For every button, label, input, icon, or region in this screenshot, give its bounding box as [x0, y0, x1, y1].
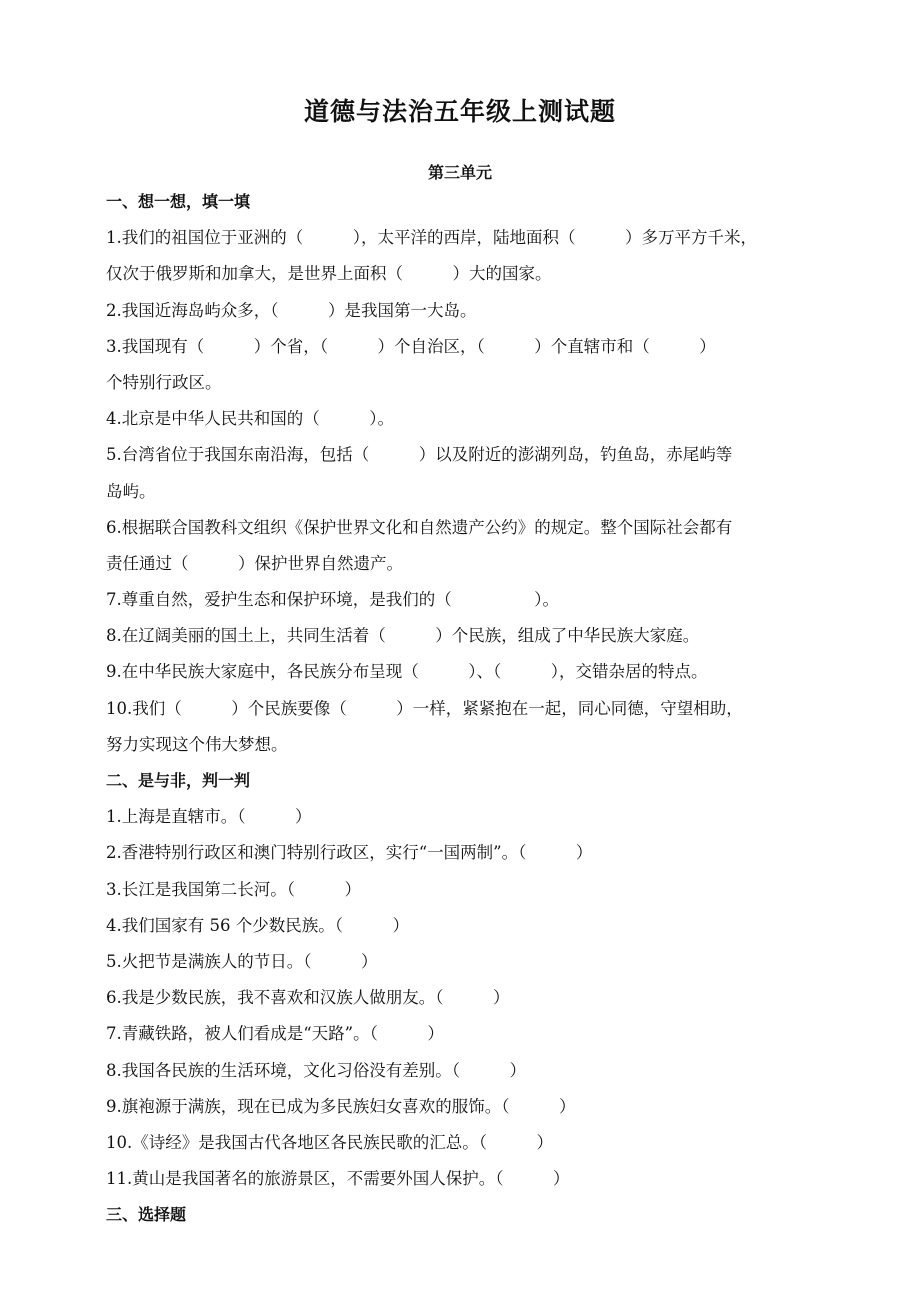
- question-line: 7.尊重自然，爱护生态和保护环境，是我们的（ ）。: [106, 590, 559, 610]
- document-title: 道德与法治五年级上测试题: [303, 97, 616, 126]
- question-line: 5.火把节是满族人的节日。（ ）: [106, 951, 378, 971]
- question-line: 4.北京是中华人民共和国的（ ）。: [106, 409, 394, 429]
- question-line: 3.我国现有（ ）个省，（ ）个自治区，（ ）个直辖市和（ ）: [106, 336, 716, 356]
- question-line: 岛屿。: [106, 481, 156, 501]
- question-line: 7.青藏铁路，被人们看成是“天路”。（ ）: [106, 1024, 444, 1044]
- question-line: 9.旗袍源于满族，现在已成为多民族妇女喜欢的服饰。（ ）: [106, 1096, 576, 1116]
- question-line: 8.我国各民族的生活环境，文化习俗没有差别。（ ）: [106, 1060, 526, 1080]
- question-line: 1.我们的祖国位于亚洲的（ ），太平洋的西岸，陆地面积（ ）多万平方千米，: [106, 228, 757, 248]
- question-line: 10.我们（ ）个民族要像（ ）一样，紧紧抱在一起，同心同德，守望相助，: [106, 698, 743, 718]
- question-line: 11.黄山是我国著名的旅游景区，不需要外国人保护。（ ）: [106, 1169, 570, 1189]
- question-line: 4.我们国家有 56 个少数民族。（ ）: [106, 915, 409, 935]
- question-line: 8.在辽阔美丽的国土上，共同生活着（ ）个民族，组成了中华民族大家庭。: [106, 626, 700, 646]
- section-heading-fill-in: 一、想一想，填一填: [106, 192, 251, 211]
- question-line: 责任通过（ ）保护世界自然遗产。: [106, 553, 403, 573]
- question-line: 5.台湾省位于我国东南沿海，包括（ ）以及附近的澎湖列岛，钓鱼岛，赤尾屿等: [106, 445, 733, 465]
- question-line: 3.长江是我国第二长河。（ ）: [106, 879, 361, 899]
- question-line: 9.在中华民族大家庭中，各民族分布呈现（ ）、（ ），交错杂居的特点。: [106, 662, 708, 682]
- section-heading-multiple-choice: 三、选择题: [106, 1205, 187, 1225]
- section-heading-true-false: 二、是与非，判一判: [106, 771, 251, 790]
- question-line: 6.我是少数民族，我不喜欢和汉族人做朋友。（ ）: [106, 988, 510, 1008]
- question-line: 个特别行政区。: [106, 372, 222, 392]
- question-line: 10.《诗经》是我国古代各地区各民族民歌的汇总。（ ）: [106, 1132, 553, 1152]
- question-line: 1.上海是直辖市。（ ）: [106, 807, 312, 827]
- question-line: 2.香港特别行政区和澳门特别行政区，实行“一国两制”。（ ）: [106, 843, 593, 863]
- unit-label: 第三单元: [427, 163, 492, 182]
- question-line: 努力实现这个伟大梦想。: [106, 734, 288, 754]
- question-line: 6.根据联合国教科文组织《保护世界文化和自然遗产公约》的规定。整个国际社会都有: [106, 517, 733, 537]
- question-line: 仅次于俄罗斯和加拿大，是世界上面积（ ）大的国家。: [106, 264, 552, 284]
- question-line: 2.我国近海岛屿众多，（ ）是我国第一大岛。: [106, 300, 477, 320]
- exam-content: [106, 184, 836, 1233]
